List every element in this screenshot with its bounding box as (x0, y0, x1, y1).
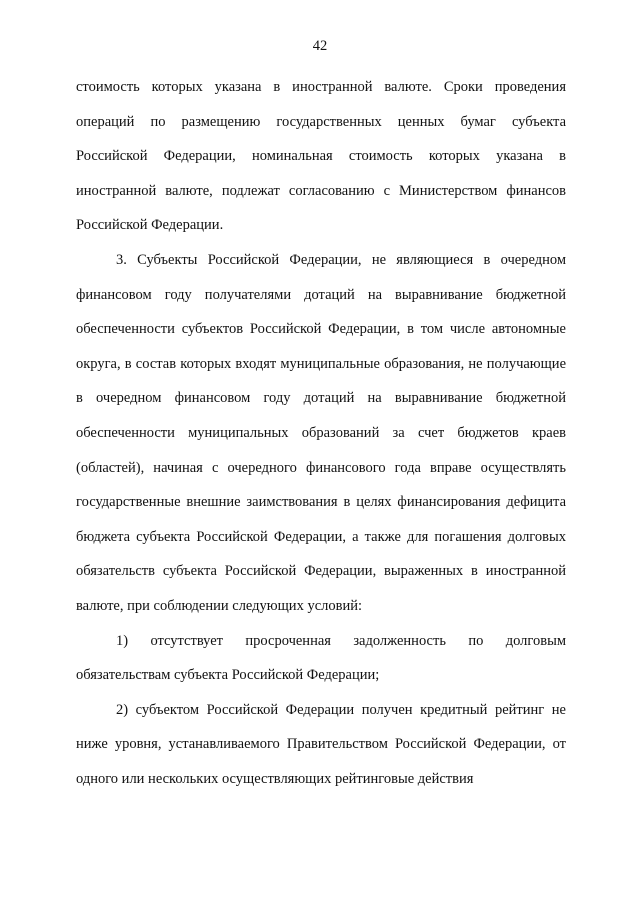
paragraph-item-3: 3. Субъекты Российской Федерации, не являющиеся в очередном финансовом году получателями дотаций на выравнивание бюджетной обеспеченности субъектов Российской Федерации, в том числе автономные округа, в состав которых входят муниципальные образования, не получающие в очередном финансовом году дотаций на выравнивание бюджетной обеспеченности муниципальных образований за счет бюджетов краев (областей), начиная с очередного финансового года вправе осуществлять государственные внешние заимствования в целях финансирования дефицита бюджета субъекта Российской Федерации, а также для погашения долговых обязательств субъекта Российской Федерации, выраженных в иностранной валюте, при соблюдении следующих условий: (76, 251, 566, 614)
page-number: 42 (312, 38, 328, 54)
paragraph-condition-2: 2) субъектом Российской Федерации получен кредитный рейтинг не ниже уровня, устанавливаемого Правительством Российской Федерации, от одного или нескольких осуществляющих рейтинговые действия (76, 701, 566, 787)
paragraph-continuation: стоимость которых указана в иностранной валюте. Сроки проведения операций по размещению государственных ценных бумаг субъекта Российской Федерации, номинальная стоимость которых указана в иностранной валюте, подлежат согласованию с Министерством финансов Российской Федерации. (76, 79, 566, 234)
paragraph-condition-1: 1) отсутствует просроченная задолженность по долговым обязательствам субъекта Российской Федерации; (76, 632, 566, 684)
document-body (76, 70, 566, 796)
